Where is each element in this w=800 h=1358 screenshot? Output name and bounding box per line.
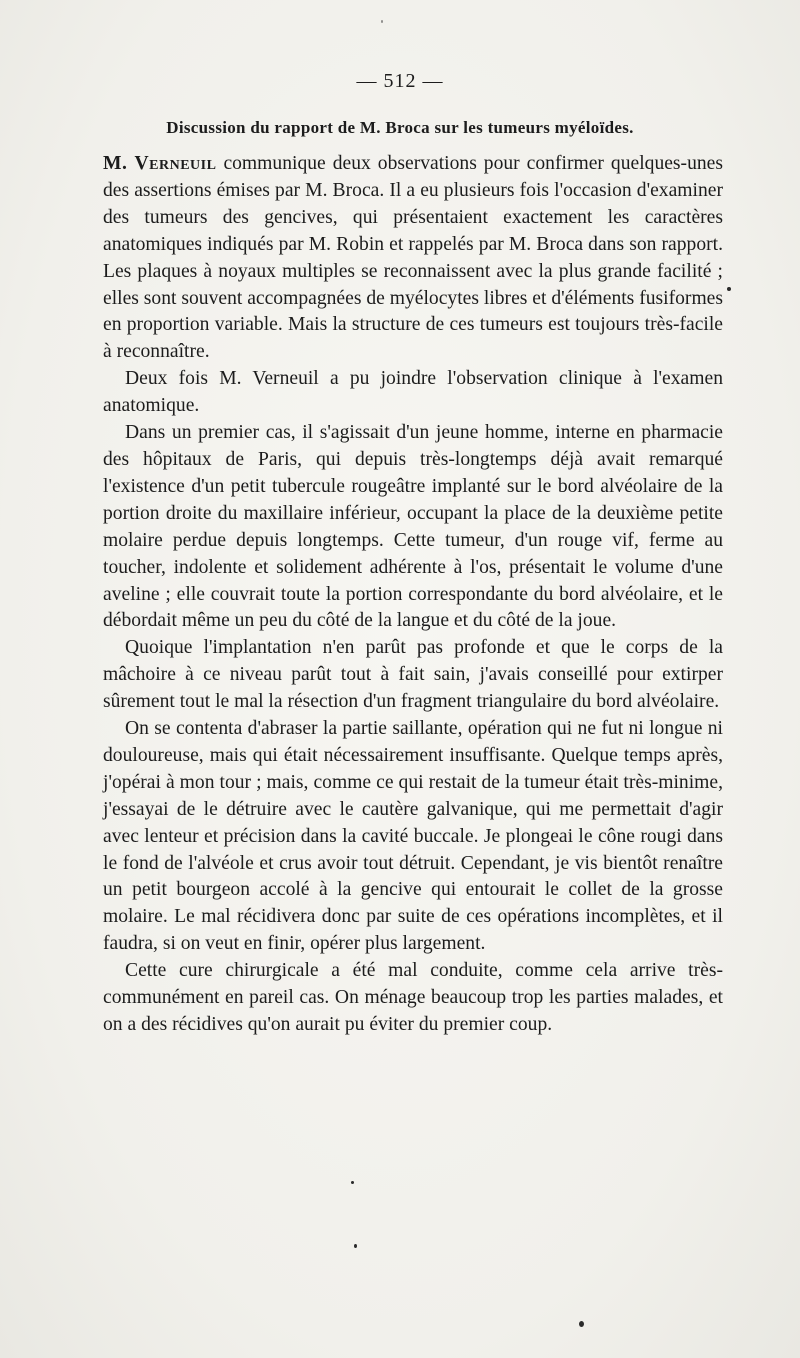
paragraph-1 [103, 151, 723, 366]
paragraph-6: Cette cure chirurgicale a été mal conduite, comme cela arrive très-communément en pareil cas. On ménage beaucoup trop les parties malades, et on a des récidives qu'on aurait pu éviter du premier coup. [103, 960, 723, 1035]
ink-speck [579, 1321, 584, 1327]
ink-speck [381, 20, 383, 23]
paragraph-3: Dans un premier cas, il s'agissait d'un jeune homme, interne en pharmacie des hôpitaux de Paris, qui depuis très-longtemps déjà avait remarqué l'existence d'un petit tubercule rougeâtre implanté sur le bord alvéolaire de la portion droite du maxillaire inférieur, occupant la place de la deuxième petite molaire perdue depuis longtemps. Cette tumeur, d'un rouge vif, ferme au toucher, indolente et solidement adhérente à l'os, présentait le volume d'une aveline ; elle couvrait toute la portion correspondante du bord alvéolaire, et le débordait même un peu du côté de la langue et du côté de la joue. [103, 422, 723, 632]
paragraph-2: Deux fois M. Verneuil a pu joindre l'observation clinique à l'examen anatomique. [103, 368, 723, 417]
page-number: — 512 — [356, 70, 444, 92]
paragraph-5: On se contenta d'abraser la partie saillante, opération qui ne fut ni longue ni douloureuse, mais qui était nécessairement insuffisante. Quelque temps après, j'opérai à mon tour ; mais, comme ce qui restait de la tumeur était très-minime, j'essayai de le détruire avec le cautère galvanique, qui me permettait d'agir avec lenteur et précision dans la cavité buccale. Je plongeai le cône rougi dans le fond de l'alvéole et crus avoir tout détruit. Cependant, je vis bientôt renaître un petit bourgeon accolé à la gencive qui entourait le collet de la grosse molaire. Le mal récidivera donc par suite de ces opérations incomplètes, et il faudra, si on veut en finir, opérer plus largement. [103, 718, 723, 955]
ink-speck [354, 1244, 357, 1248]
paragraph-4: Quoique l'implantation n'en parût pas profonde et que le corps de la mâchoire à ce niveau parût tout à fait sain, j'avais conseillé pour extirper sûrement tout le mal la résection d'un fragment triangulaire du bord alvéolaire. [103, 637, 723, 713]
section-heading: Discussion du rapport de M. Broca sur les tumeurs myéloïdes. [166, 118, 634, 137]
speaker-name: M. Verneuil [103, 153, 217, 174]
paragraph-1-text: communique deux observations pour confirmer quelques-unes des assertions émises par M. Broca. Il a eu plusieurs fois l'occasion d'examiner des tumeurs des gencives, qui présentaient exactement les caractères anatomiques indiqués par M. Robin et rappelés par M. Broca dans son rapport. Les plaques à noyaux multiples se reconnaissent avec la plus grande facilité ; elles sont souvent accompagnées de myélocytes libres et d'éléments fusiformes en proportion variable. Mais la structure de ces tumeurs est toujours très-facile à reconnaître. [103, 153, 724, 363]
ink-speck [351, 1181, 354, 1184]
ink-speck [727, 287, 731, 291]
article-body [103, 151, 723, 1039]
